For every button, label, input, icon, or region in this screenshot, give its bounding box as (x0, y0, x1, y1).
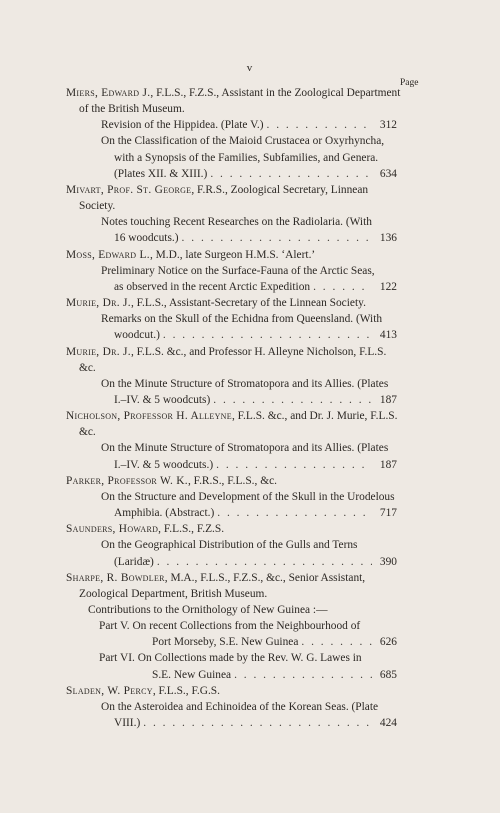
title-text: (Plates XII. & XIII.) (114, 167, 208, 180)
page-number: 187 (379, 458, 397, 471)
leader-dots (301, 634, 372, 650)
author-entry: Nicholson, Professor H. Alleyne, F.L.S. &c., and Dr. J. Murie, F.L.S. &c. (66, 410, 398, 439)
leader-dots (217, 505, 372, 521)
part-line: Part V. On recent Collections from the Neighbourhood of (99, 620, 361, 633)
leader-dots (143, 715, 372, 731)
toc-leader-line (101, 279, 397, 295)
author-entry: Sharpe, R. Bowdler, M.A., F.L.S., F.Z.S., &c., Senior Assistant, Zoological Department, British Museum. (66, 571, 366, 600)
page-column-label: Page (400, 78, 419, 88)
title-line: Preliminary Notice on the Surface-Fauna of the Arctic Seas, (101, 264, 375, 277)
author-name: Moss, Edward L. (66, 248, 150, 261)
leader-dots (234, 667, 372, 683)
toc-leader-line (101, 392, 397, 408)
paper-title (101, 214, 397, 246)
title-line: On the Minute Structure of Stromatopora and its Allies. (Plates (101, 442, 389, 455)
author-entry: Murie, Dr. J., F.L.S. &c., and Professor H. Alleyne Nicholson, F.L.S. &c. (66, 345, 387, 374)
toc-leader-line (101, 117, 397, 133)
title-line: with a Synopsis of the Families, Subfamilies, and Genera. (114, 151, 379, 164)
toc-leader-line (101, 715, 397, 731)
author-name: Sladen, W. Percy (66, 684, 153, 697)
page-number: 312 (379, 119, 397, 132)
part-label: Part V. (99, 620, 133, 633)
paper-title (101, 440, 397, 472)
page-number: 187 (379, 393, 397, 406)
paper-title (101, 133, 397, 181)
title-text: I.–IV. & 5 woodcuts.) (114, 458, 214, 471)
author-entry: Mivart, Prof. St. George, F.R.S., Zoological Secretary, Linnean Society. (66, 183, 369, 213)
title-text: (Laridæ) (114, 555, 154, 568)
title-line: On the Minute Structure of Stromatopora and its Allies. (Plates (101, 377, 389, 390)
leader-dots (313, 279, 372, 295)
leader-dots (210, 166, 372, 182)
title-line: Remarks on the Skull of the Echidna from Queensland. (With (101, 313, 383, 326)
author-name: Parker, Professor W. K. (66, 474, 188, 487)
title-line: On the Geographical Distribution of the Gulls and Terns (101, 539, 358, 552)
title-text: Port Morseby, S.E. New Guinea (152, 636, 299, 649)
page-number: 122 (379, 280, 397, 293)
toc-leader-line (101, 327, 397, 343)
folio: v (246, 62, 254, 74)
leader-dots (267, 117, 372, 133)
leader-dots (157, 554, 372, 570)
toc-leader-line (101, 230, 397, 246)
author-name: Saunders, Howard (66, 523, 159, 536)
paper-title (101, 263, 397, 295)
title-text: Amphibia. (Abstract.) (114, 507, 215, 520)
page-number: 626 (379, 636, 397, 649)
title-text: VIII.) (114, 717, 141, 730)
leader-dots (182, 230, 372, 246)
series-title: Contributions to the Ornithology of New Guinea :— (88, 604, 328, 616)
title-text: 16 woodcuts.) (114, 232, 179, 245)
title-text: woodcut.) (114, 329, 160, 342)
toc-leader-line (99, 667, 397, 683)
paper-title (101, 699, 397, 731)
author-entry: Miers, Edward J., F.L.S., F.Z.S., Assistant in the Zoological Department of the British Museum. (66, 87, 401, 116)
title-line: On the Classification of the Maioid Crustacea or Oxyrhyncha, (101, 135, 385, 148)
title-line: Notes touching Recent Researches on the Radiolaria. (With (101, 216, 372, 229)
leader-dots (213, 392, 372, 408)
title-text: I.–IV. & 5 woodcuts) (114, 393, 211, 406)
leader-dots (163, 327, 372, 343)
series-part (99, 618, 397, 650)
page-number: 136 (379, 232, 397, 245)
author-name: Murie, Dr. J. (66, 345, 131, 358)
author-name: Miers, Edward J. (66, 87, 151, 99)
page-number: 685 (379, 668, 397, 681)
title-line: On the Asteroidea and Echinoidea of the Korean Seas. (Plate (101, 700, 379, 713)
page-number: 717 (379, 507, 397, 520)
author-name: Murie, Dr. J. (66, 297, 131, 310)
title-line: On the Structure and Development of the Skull in the Urodelous (101, 490, 395, 503)
author-entry: Sladen, W. Percy, F.L.S., F.G.S. (66, 684, 220, 697)
page-number: 424 (379, 717, 397, 730)
author-entry: Murie, Dr. J., F.L.S., Assistant-Secretary of the Linnean Society. (66, 297, 366, 310)
index-content (0, 85, 500, 731)
title-text: as observed in the recent Arctic Expedition (114, 280, 311, 293)
author-name: Nicholson, Professor H. Alleyne (66, 410, 232, 423)
page-number: 390 (379, 555, 397, 568)
toc-leader-line (101, 554, 397, 570)
author-entry: Moss, Edward L., M.D., late Surgeon H.M.S. ‘Alert.’ (66, 248, 316, 261)
toc-leader-line (101, 457, 397, 473)
series-part (99, 650, 397, 682)
author-name: Mivart, Prof. St. George (66, 183, 192, 196)
page-number: 413 (379, 329, 397, 342)
toc-leader-line (101, 166, 397, 182)
paper-title (101, 489, 397, 521)
paper-title (101, 376, 397, 408)
title-text: Revision of the Hippidea. (Plate V.) (101, 119, 264, 132)
page-number: 634 (379, 167, 397, 180)
part-line: Part VI. On Collections made by the Rev. W. G. Lawes in (99, 652, 362, 665)
author-entry: Saunders, Howard, F.L.S., F.Z.S. (66, 523, 225, 536)
author-entry: Parker, Professor W. K., F.R.S., F.L.S., &c. (66, 474, 277, 487)
paper-title (101, 311, 397, 343)
paper-title (101, 117, 397, 133)
toc-leader-line (101, 505, 397, 521)
leader-dots (216, 457, 372, 473)
title-text: S.E. New Guinea (152, 668, 232, 681)
toc-leader-line (99, 634, 397, 650)
part-label: Part VI. (99, 652, 138, 665)
author-name: Sharpe, R. Bowdler (66, 571, 165, 584)
paper-title (101, 537, 397, 569)
